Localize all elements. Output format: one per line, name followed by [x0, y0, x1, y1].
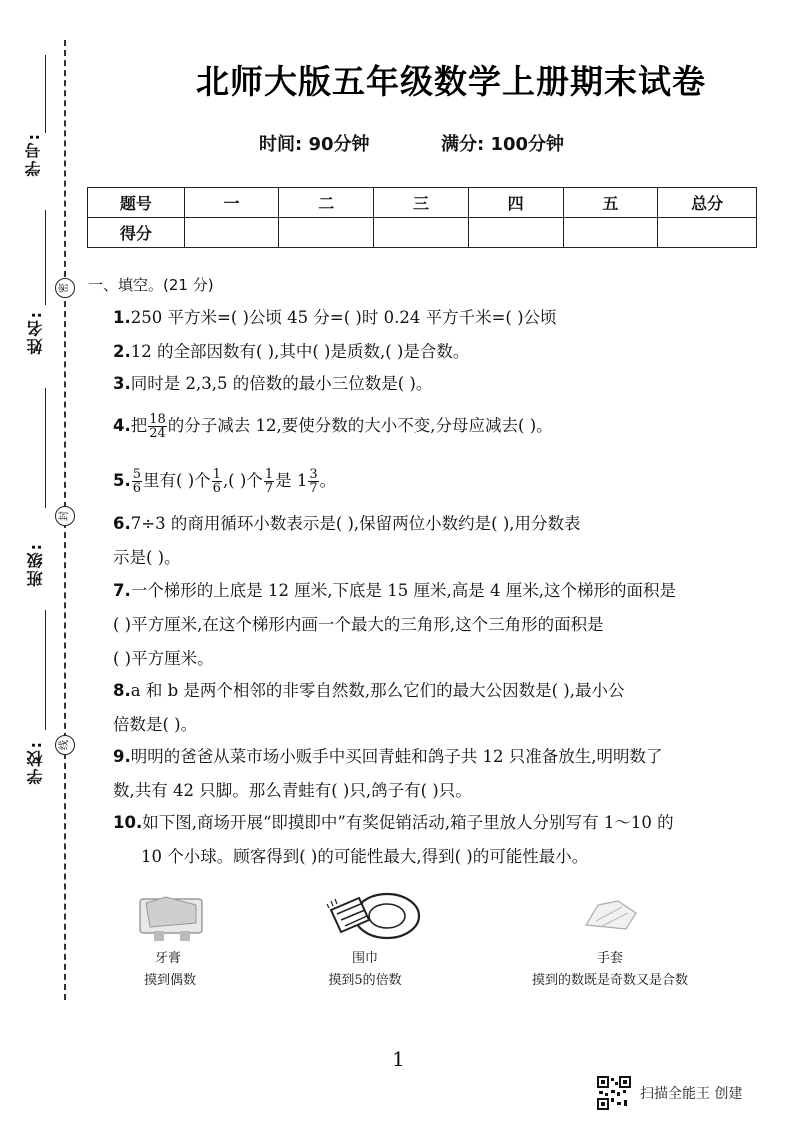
- question-text: 如下图,商场开展“即摸即中”有奖促销活动,箱子里放人分别写有 1～10 的: [142, 813, 674, 832]
- question-text: ( )平方厘米。: [113, 649, 214, 668]
- question-7: [113, 580, 676, 670]
- page-number: 1: [392, 1047, 405, 1071]
- question-text: 示是( )。: [113, 548, 181, 567]
- question-text: 同时是 2,3,5 的倍数的最小三位数是( )。: [130, 374, 433, 393]
- question-number: 4.: [113, 416, 131, 435]
- score-input-cell[interactable]: [658, 218, 757, 248]
- question-3: [113, 373, 432, 395]
- question-text: 10 个小球。顾客得到( )的可能性最大,得到( )的可能性最小。: [141, 847, 589, 866]
- score-input-cell[interactable]: [374, 218, 469, 248]
- question-text: 7÷3 的商用循环小数表示是( ),保留两位小数约是( ),用分数表: [130, 514, 581, 533]
- exam-full-score: 满分: 100分钟: [441, 134, 565, 155]
- question-text: 12 的全部因数有( ),其中( )是质数,( )是合数。: [130, 342, 470, 361]
- question-text: 数,共有 42 只脚。那么青蛙有( )只,鸽子有( )只。: [113, 781, 472, 800]
- score-table-header-row: [88, 188, 757, 218]
- prize-rule: 摸到偶数: [143, 973, 196, 988]
- question-number: 6.: [113, 514, 131, 533]
- toothpaste-icon: [136, 893, 212, 945]
- question-text: a 和 b 是两个相邻的非零自然数,那么它们的最大公因数是( ),最小公: [130, 681, 625, 700]
- qr-code-icon: [597, 1076, 631, 1110]
- scanner-brand: 扫描全能王 创建: [640, 1086, 743, 1102]
- school-blank[interactable]: [45, 650, 46, 730]
- score-input-cell[interactable]: [184, 218, 279, 248]
- section-title: 一、填空。(21 分): [88, 276, 214, 294]
- question-text: 是 1: [275, 471, 308, 490]
- school-label: 学校:: [26, 740, 45, 785]
- question-text: 。: [319, 471, 337, 490]
- question-text: 一个梯形的上底是 12 厘米,下底是 15 厘米,高是 4 厘米,这个梯形的面积是: [130, 581, 676, 600]
- fraction: $\frac{1}{7}$: [264, 467, 274, 496]
- name-label: 姓名:: [26, 310, 45, 355]
- question-2: [113, 341, 469, 363]
- question-text: 倍数是( )。: [113, 715, 198, 734]
- score-input-cell[interactable]: [563, 218, 658, 248]
- question-5: [113, 468, 336, 495]
- exam-time: 时间: 90分钟: [259, 134, 370, 155]
- gloves-icon: [578, 895, 648, 935]
- prize-name: 手套: [596, 951, 623, 966]
- question-text: 250 平方米=( )公顷 45 分=( )时 0.24 平方千米=( )公顷: [130, 308, 557, 327]
- table-cell: 五: [563, 188, 658, 218]
- prize-rule: 摸到的数既是奇数又是合数: [531, 973, 688, 988]
- fraction: $\frac{5}{6}$: [132, 467, 142, 496]
- question-8: [113, 680, 625, 736]
- question-number: 9.: [113, 747, 131, 766]
- prize-rule: 摸到5的倍数: [328, 973, 402, 988]
- seal-mark: 密: [55, 278, 75, 298]
- page-title: 北师大版五年级数学上册期末试卷: [196, 62, 706, 101]
- score-input-cell[interactable]: [468, 218, 563, 248]
- question-10: [113, 812, 674, 868]
- question-text: 把: [130, 416, 148, 435]
- question-6: [113, 513, 581, 569]
- question-9: [113, 746, 662, 802]
- scarf-icon: [325, 890, 425, 946]
- score-table-score-row: [88, 218, 757, 248]
- fraction: $\frac{1}{6}$: [212, 467, 221, 496]
- prize-name: 牙膏: [154, 951, 181, 966]
- question-number: 3.: [113, 374, 131, 393]
- fraction: $\frac{18}{24}$: [149, 412, 166, 441]
- line-mark: 线: [55, 735, 75, 755]
- question-number: 8.: [113, 681, 131, 700]
- prize-name: 围巾: [351, 951, 378, 966]
- table-cell: 二: [279, 188, 374, 218]
- question-text: 里有( )个: [143, 471, 211, 490]
- question-number: 10.: [113, 813, 143, 832]
- question-text: ( )平方厘米,在这个梯形内画一个最大的三角形,这个三角形的面积是: [113, 615, 604, 634]
- seal-mark-2: 封: [55, 506, 75, 526]
- class-blank-upper: [45, 388, 46, 508]
- class-label: 班级:: [26, 542, 45, 587]
- table-cell: 一: [184, 188, 279, 218]
- table-cell: 总分: [658, 188, 757, 218]
- table-cell: 题号: [88, 188, 185, 218]
- score-input-cell[interactable]: [279, 218, 374, 248]
- table-cell: 三: [374, 188, 469, 218]
- question-number: 7.: [113, 581, 131, 600]
- question-text: 的分子减去 12,要使分数的大小不变,分母应减去( )。: [167, 416, 553, 435]
- question-text: 明明的爸爸从菜市场小贩手中买回青蛙和鸽子共 12 只准备放生,明明数了: [130, 747, 663, 766]
- student-no-label: 学号:: [24, 132, 43, 177]
- question-number: 5.: [113, 471, 131, 490]
- table-cell: 四: [468, 188, 563, 218]
- fraction: $\frac{3}{7}$: [309, 467, 318, 496]
- question-1: [113, 307, 557, 329]
- table-cell: 得分: [88, 218, 185, 248]
- question-text: ,( )个: [222, 471, 263, 490]
- score-table: [87, 187, 757, 248]
- question-number: 2.: [113, 342, 131, 361]
- question-number: 1.: [113, 308, 131, 327]
- student-no-blank[interactable]: [45, 55, 46, 133]
- question-4: [113, 413, 553, 440]
- name-blank[interactable]: [45, 210, 46, 305]
